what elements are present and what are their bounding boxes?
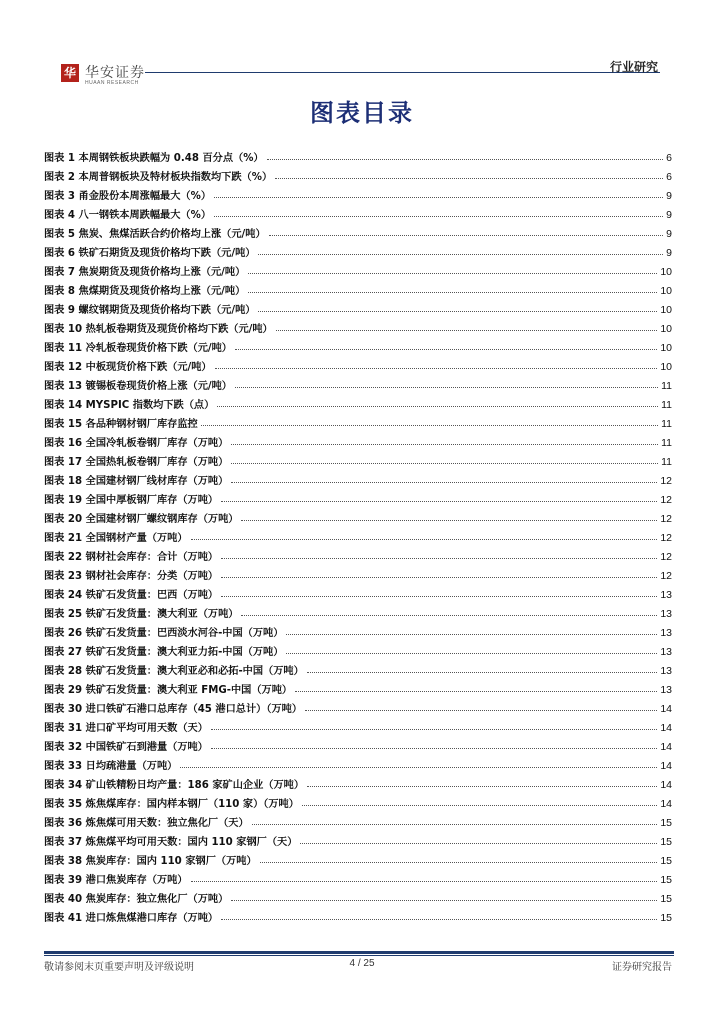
toc-leader-dots	[217, 406, 658, 407]
toc-entry-label[interactable]: 图表 13 镀锡板卷现货价格上涨（元/吨）	[44, 381, 232, 392]
logo-subtitle: HUAAN RESEARCH	[85, 80, 139, 86]
toc-entry[interactable]	[44, 848, 672, 867]
toc-entry[interactable]	[44, 392, 672, 411]
toc-entry[interactable]	[44, 905, 672, 924]
toc-entry-label[interactable]: 图表 11 冷轧板卷现货价格下跌（元/吨）	[44, 343, 232, 354]
toc-entry-page[interactable]: 11	[661, 399, 672, 411]
toc-leader-dots	[258, 311, 657, 312]
toc-entry-label[interactable]: 图表 3 甬金股份本周涨幅最大（%）	[44, 191, 212, 202]
toc-entry-label[interactable]: 图表 19 全国中厚板钢厂库存（万吨）	[44, 495, 219, 506]
toc-entry-label[interactable]: 图表 27 铁矿石发货量：澳大利亚力拓-中国（万吨）	[44, 647, 284, 658]
toc-entry[interactable]	[44, 886, 672, 905]
toc-leader-dots	[248, 292, 657, 293]
toc-entry-page[interactable]: 12	[660, 532, 672, 544]
toc-entry[interactable]	[44, 411, 672, 430]
footer-disclaimer: 敬请参阅末页重要声明及评级说明	[44, 962, 194, 973]
toc-entry-label[interactable]: 图表 2 本周普钢板块及特材板块指数均下跌（%）	[44, 172, 273, 183]
toc-leader-dots	[191, 881, 658, 882]
toc-leader-dots	[215, 368, 658, 369]
toc-entry-page[interactable]: 14	[660, 760, 672, 772]
toc-entry[interactable]	[44, 734, 672, 753]
toc-leader-dots	[211, 729, 657, 730]
toc-entry-label[interactable]: 图表 24 铁矿石发货量：巴西（万吨）	[44, 590, 219, 601]
toc-entry[interactable]	[44, 164, 672, 183]
toc-entry-label[interactable]: 图表 6 铁矿石期货及现货价格均下跌（元/吨）	[44, 248, 256, 259]
toc-leader-dots	[307, 786, 657, 787]
toc-entry[interactable]	[44, 867, 672, 886]
page-number: 4 / 25	[349, 958, 375, 969]
toc-entry-label[interactable]: 图表 9 螺纹钢期货及现货价格均下跌（元/吨）	[44, 305, 256, 316]
toc-entry-page[interactable]: 10	[660, 342, 672, 354]
toc-entry-label[interactable]: 图表 37 炼焦煤平均可用天数：国内 110 家钢厂（天）	[44, 837, 298, 848]
toc-entry-page[interactable]: 11	[661, 456, 672, 468]
toc-entry-label[interactable]: 图表 14 MYSPIC 指数均下跌（点）	[44, 400, 215, 411]
toc-entry-label[interactable]: 图表 12 中板现货价格下跌（元/吨）	[44, 362, 212, 373]
toc-entry[interactable]	[44, 449, 672, 468]
toc-entry[interactable]	[44, 639, 672, 658]
toc-entry-label[interactable]: 图表 21 全国钢材产量（万吨）	[44, 533, 188, 544]
toc-entry-label[interactable]: 图表 10 热轧板卷期货及现货价格均下跌（元/吨）	[44, 324, 273, 335]
header-divider	[145, 72, 660, 73]
toc-leader-dots	[286, 634, 657, 635]
toc-leader-dots	[267, 159, 664, 160]
toc-entry-page[interactable]: 14	[660, 722, 672, 734]
toc-entry-label[interactable]: 图表 20 全国建材钢厂螺纹钢库存（万吨）	[44, 514, 239, 525]
toc-entry[interactable]	[44, 487, 672, 506]
toc-entry-page[interactable]: 9	[666, 209, 672, 221]
toc-entry[interactable]	[44, 354, 672, 373]
toc-leader-dots	[235, 349, 657, 350]
toc-leader-dots	[276, 330, 658, 331]
toc-entry[interactable]	[44, 753, 672, 772]
toc-entry[interactable]	[44, 221, 672, 240]
toc-leader-dots	[252, 824, 658, 825]
toc-entry-page[interactable]: 13	[660, 646, 672, 658]
toc-entry-page[interactable]: 13	[660, 627, 672, 639]
toc-leader-dots	[305, 710, 657, 711]
toc-entry[interactable]	[44, 544, 672, 563]
toc-entry-label[interactable]: 图表 22 钢材社会库存：合计（万吨）	[44, 552, 219, 563]
toc-entry-page[interactable]: 12	[660, 570, 672, 582]
toc-leader-dots	[214, 197, 663, 198]
toc-leader-dots	[295, 691, 657, 692]
toc-entry[interactable]	[44, 791, 672, 810]
toc-entry[interactable]	[44, 582, 672, 601]
toc-entry-page[interactable]: 14	[660, 741, 672, 753]
toc-leader-dots	[286, 653, 657, 654]
toc-entry-page[interactable]: 15	[660, 912, 672, 924]
toc-entry[interactable]	[44, 677, 672, 696]
toc-entry-page[interactable]: 14	[660, 703, 672, 715]
footer-divider	[44, 951, 674, 954]
toc-entry-label[interactable]: 图表 32 中国铁矿石到港量（万吨）	[44, 742, 208, 753]
toc-leader-dots	[275, 178, 663, 179]
toc-entry-label[interactable]: 图表 29 铁矿石发货量：澳大利亚 FMG-中国（万吨）	[44, 685, 293, 696]
toc-entry[interactable]	[44, 430, 672, 449]
toc-entry-page[interactable]: 10	[660, 361, 672, 373]
toc-entry-page[interactable]: 13	[660, 684, 672, 696]
toc-entry[interactable]	[44, 468, 672, 487]
toc-entry-page[interactable]: 15	[660, 836, 672, 848]
toc-entry[interactable]	[44, 202, 672, 221]
toc-entry-page[interactable]: 11	[661, 437, 672, 449]
toc-leader-dots	[307, 672, 658, 673]
toc-entry-label[interactable]: 图表 16 全国冷轧板卷钢厂库存（万吨）	[44, 438, 229, 449]
toc-entry-page[interactable]: 6	[666, 171, 672, 183]
toc-leader-dots	[241, 615, 657, 616]
toc-entry[interactable]	[44, 259, 672, 278]
toc-leader-dots	[191, 539, 658, 540]
toc-list	[44, 145, 672, 924]
toc-leader-dots	[231, 444, 658, 445]
section-label: 行业研究	[609, 60, 658, 74]
toc-leader-dots	[302, 805, 657, 806]
toc-entry-page[interactable]: 10	[660, 323, 672, 335]
toc-entry[interactable]	[44, 278, 672, 297]
toc-entry-label[interactable]: 图表 30 进口铁矿石港口总库存（45 港口总计）（万吨）	[44, 704, 303, 715]
toc-entry-label[interactable]: 图表 35 炼焦煤库存：国内样本钢厂（110 家）（万吨）	[44, 799, 299, 810]
toc-entry[interactable]	[44, 335, 672, 354]
footer-report-type: 证券研究报告	[612, 962, 672, 973]
toc-entry-label[interactable]: 图表 5 焦炭、焦煤活跃合约价格均上涨（元/吨）	[44, 229, 266, 240]
toc-entry-label[interactable]: 图表 23 钢材社会库存：分类（万吨）	[44, 571, 219, 582]
toc-leader-dots	[180, 767, 657, 768]
toc-entry-label[interactable]: 图表 4 八一钢铁本周跌幅最大（%）	[44, 210, 212, 221]
toc-leader-dots	[221, 501, 657, 502]
toc-entry[interactable]	[44, 658, 672, 677]
toc-entry-page[interactable]: 9	[666, 228, 672, 240]
toc-entry-page[interactable]: 12	[660, 513, 672, 525]
toc-leader-dots	[214, 216, 663, 217]
toc-leader-dots	[231, 463, 658, 464]
toc-entry[interactable]	[44, 506, 672, 525]
toc-entry-label[interactable]: 图表 1 本周钢铁板块跌幅为 0.48 百分点（%）	[44, 153, 264, 164]
logo-name: 华安证券	[85, 65, 145, 81]
toc-leader-dots	[235, 387, 658, 388]
toc-entry[interactable]	[44, 297, 672, 316]
toc-leader-dots	[221, 919, 657, 920]
logo-icon: 华	[61, 64, 79, 82]
toc-entry-page[interactable]: 13	[660, 665, 672, 677]
toc-entry-page[interactable]: 15	[660, 817, 672, 829]
toc-entry[interactable]	[44, 563, 672, 582]
toc-leader-dots	[231, 900, 657, 901]
toc-leader-dots	[221, 558, 657, 559]
toc-entry-label[interactable]: 图表 25 铁矿石发货量：澳大利亚（万吨）	[44, 609, 239, 620]
toc-entry[interactable]	[44, 183, 672, 202]
toc-entry[interactable]	[44, 696, 672, 715]
toc-entry[interactable]	[44, 772, 672, 791]
toc-entry-label[interactable]: 图表 26 铁矿石发货量：巴西淡水河谷-中国（万吨）	[44, 628, 284, 639]
toc-entry-label[interactable]: 图表 39 港口焦炭库存（万吨）	[44, 875, 188, 886]
toc-leader-dots	[260, 862, 658, 863]
toc-entry-label[interactable]: 图表 36 炼焦煤可用天数：独立焦化厂（天）	[44, 818, 249, 829]
page-title: 图表目录	[310, 99, 414, 127]
toc-entry-label[interactable]: 图表 34 矿山铁精粉日均产量：186 家矿山企业（万吨）	[44, 780, 305, 791]
toc-entry[interactable]	[44, 145, 672, 164]
page-header	[0, 0, 724, 90]
toc-entry-page[interactable]: 6	[666, 152, 672, 164]
toc-entry-page[interactable]: 12	[660, 494, 672, 506]
toc-entry-page[interactable]: 10	[660, 304, 672, 316]
toc-leader-dots	[241, 520, 657, 521]
toc-leader-dots	[221, 596, 657, 597]
toc-leader-dots	[211, 748, 657, 749]
toc-entry-page[interactable]: 9	[666, 190, 672, 202]
toc-entry-page[interactable]: 15	[660, 874, 672, 886]
toc-leader-dots	[248, 273, 657, 274]
toc-entry-page[interactable]: 9	[666, 247, 672, 259]
toc-entry-label[interactable]: 图表 18 全国建材钢厂线材库存（万吨）	[44, 476, 229, 487]
toc-entry-page[interactable]: 12	[660, 551, 672, 563]
toc-entry[interactable]	[44, 373, 672, 392]
toc-entry-page[interactable]: 15	[660, 893, 672, 905]
toc-entry-page[interactable]: 14	[660, 798, 672, 810]
toc-entry-page[interactable]: 11	[661, 418, 672, 430]
toc-entry-page[interactable]: 15	[660, 855, 672, 867]
toc-entry-page[interactable]: 13	[660, 589, 672, 601]
footer-divider-thin	[44, 955, 674, 956]
toc-entry[interactable]	[44, 620, 672, 639]
toc-leader-dots	[201, 425, 658, 426]
toc-entry-label[interactable]: 图表 38 焦炭库存：国内 110 家钢厂（万吨）	[44, 856, 257, 867]
toc-entry[interactable]	[44, 525, 672, 544]
toc-leader-dots	[269, 235, 664, 236]
toc-entry-label[interactable]: 图表 40 焦炭库存：独立焦化厂（万吨）	[44, 894, 229, 905]
toc-leader-dots	[258, 254, 663, 255]
toc-entry-page[interactable]: 14	[660, 779, 672, 791]
toc-entry[interactable]	[44, 810, 672, 829]
toc-entry-label[interactable]: 图表 17 全国热轧板卷钢厂库存（万吨）	[44, 457, 229, 468]
toc-entry-page[interactable]: 10	[660, 266, 672, 278]
toc-entry-label[interactable]: 图表 15 各品种钢材钢厂库存监控	[44, 419, 198, 430]
toc-entry[interactable]	[44, 829, 672, 848]
toc-entry[interactable]	[44, 715, 672, 734]
toc-entry[interactable]	[44, 601, 672, 620]
toc-entry[interactable]	[44, 316, 672, 335]
toc-entry-page[interactable]: 10	[660, 285, 672, 297]
toc-entry-label[interactable]: 图表 41 进口炼焦煤港口库存（万吨）	[44, 913, 219, 924]
toc-entry-page[interactable]: 12	[660, 475, 672, 487]
toc-entry-label[interactable]: 图表 7 焦炭期货及现货价格均上涨（元/吨）	[44, 267, 246, 278]
toc-entry-label[interactable]: 图表 31 进口矿平均可用天数（天）	[44, 723, 208, 734]
toc-leader-dots	[221, 577, 657, 578]
toc-leader-dots	[300, 843, 657, 844]
toc-entry-label[interactable]: 图表 8 焦煤期货及现货价格均上涨（元/吨）	[44, 286, 246, 297]
toc-entry-label[interactable]: 图表 33 日均疏港量（万吨）	[44, 761, 178, 772]
toc-leader-dots	[231, 482, 657, 483]
toc-entry[interactable]	[44, 240, 672, 259]
toc-entry-label[interactable]: 图表 28 铁矿石发货量：澳大利亚必和必拓-中国（万吨）	[44, 666, 304, 677]
toc-entry-page[interactable]: 13	[660, 608, 672, 620]
toc-entry-page[interactable]: 11	[661, 380, 672, 392]
